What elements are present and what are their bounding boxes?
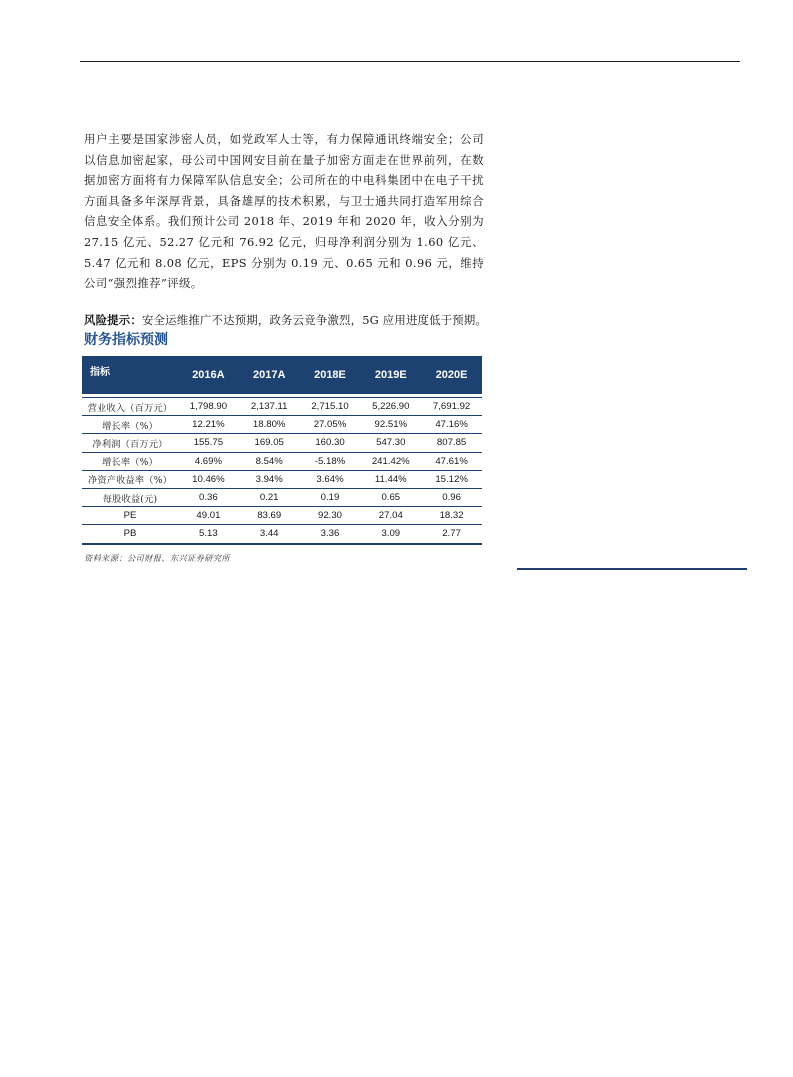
sidebar-divider [517,568,747,570]
source-note: 资料来源：公司财报、东兴证券研究所 [84,553,230,563]
financial-forecast-table [82,356,482,545]
row-label: 净利润（百万元） [82,434,178,452]
table-cell: 3.94% [239,470,300,488]
table-cell: 10.46% [178,470,239,488]
header-indicator: 指标 [90,367,110,378]
header-year: 2016A [192,369,225,381]
table-row [82,488,482,506]
table-cell: 83.69 [239,507,300,525]
header-rule [80,61,740,62]
table-cell: 0.19 [300,488,361,506]
table-row [82,398,482,416]
table-cell: 3.44 [239,525,300,544]
table-cell: 3.64% [300,470,361,488]
table-row [82,434,482,452]
table-cell: 3.09 [360,525,421,544]
header-year: 2017A [252,369,286,381]
row-label: 增长率（%） [82,452,178,470]
table-cell: 241.42% [360,452,421,470]
table-cell: 92.51% [360,416,421,434]
table-cell: 11.44% [360,470,421,488]
table-cell: 2,715.10 [300,398,361,416]
table-cell: 160.30 [300,434,361,452]
body-paragraph: 用户主要是国家涉密人员，如党政军人士等，有力保障通讯终端安全；公司以信息加密起家，母公司中国网安目前在量子加密方面走在世界前列，在数据加密方面将有力保障军队信息安全；公司所在的中电科集团中在电子干扰方面具备多年深厚背景，具备雄厚的技术积累，与卫士通共同打造军用综合信息安全体系。我们预计公司 2018 年、2019 年和 2020 年，收入分别为 27.15 亿元、52.27 亿元和 76.92 亿元，归母净利润分别为 1.60 亿元、5.47 亿元和 8.08 亿元，EPS 分别为 0.19 元、0.65 元和 0.96 元，维持公司“强烈推荐”评级。 [84,132,484,291]
table-cell: 12.21% [178,416,239,434]
table-cell: 5,226.90 [360,398,421,416]
table-cell: 1,798.90 [178,398,239,416]
table-cell: 47.16% [421,416,482,434]
row-label: 营业收入（百万元） [82,398,178,416]
table-cell: 0.65 [360,488,421,506]
risk-label: 风险提示： [84,313,142,327]
table-cell: 5.13 [178,525,239,544]
table-cell: 0.36 [178,488,239,506]
table-cell: 3.36 [300,525,361,544]
table-cell: 92.30 [300,507,361,525]
table-cell: 0.96 [421,488,482,506]
table-cell: 27.04 [360,507,421,525]
table-cell: 15.12% [421,470,482,488]
table-cell: 7,691.92 [421,398,482,416]
table-cell: 4.69% [178,452,239,470]
row-label: PE [82,507,178,525]
row-label: 净资产收益率（%） [82,470,178,488]
risk-text: 安全运维推广不达预期，政务云竞争激烈，5G 应用进度低于预期。 [141,313,488,327]
table-row [82,470,482,488]
table-cell: 2,137.11 [239,398,300,416]
row-label: PB [82,525,178,544]
table-title: 财务指标预测 [84,332,168,348]
table-cell: 2.77 [421,525,482,544]
risk-warning [84,311,494,329]
table-cell: 807.85 [421,434,482,452]
table-header-row [82,356,482,394]
table-cell: 27.05% [300,416,361,434]
table-cell: -5.18% [300,452,361,470]
table-cell: 0.21 [239,488,300,506]
table-cell: 47.61% [421,452,482,470]
table-row [82,416,482,434]
table-cell: 18.32 [421,507,482,525]
table-row [82,525,482,544]
table-cell: 547.30 [360,434,421,452]
table-cell: 49.01 [178,507,239,525]
table-row [82,452,482,470]
header-year: 2020E [435,369,468,381]
header-year: 2019E [374,369,407,381]
row-label: 增长率（%） [82,416,178,434]
table-cell: 8.54% [239,452,300,470]
table-cell: 155.75 [178,434,239,452]
table-cell: 169.05 [239,434,300,452]
row-label: 每股收益(元) [82,488,178,506]
table-cell: 18.80% [239,416,300,434]
header-year: 2018E [314,369,346,381]
table-row [82,507,482,525]
